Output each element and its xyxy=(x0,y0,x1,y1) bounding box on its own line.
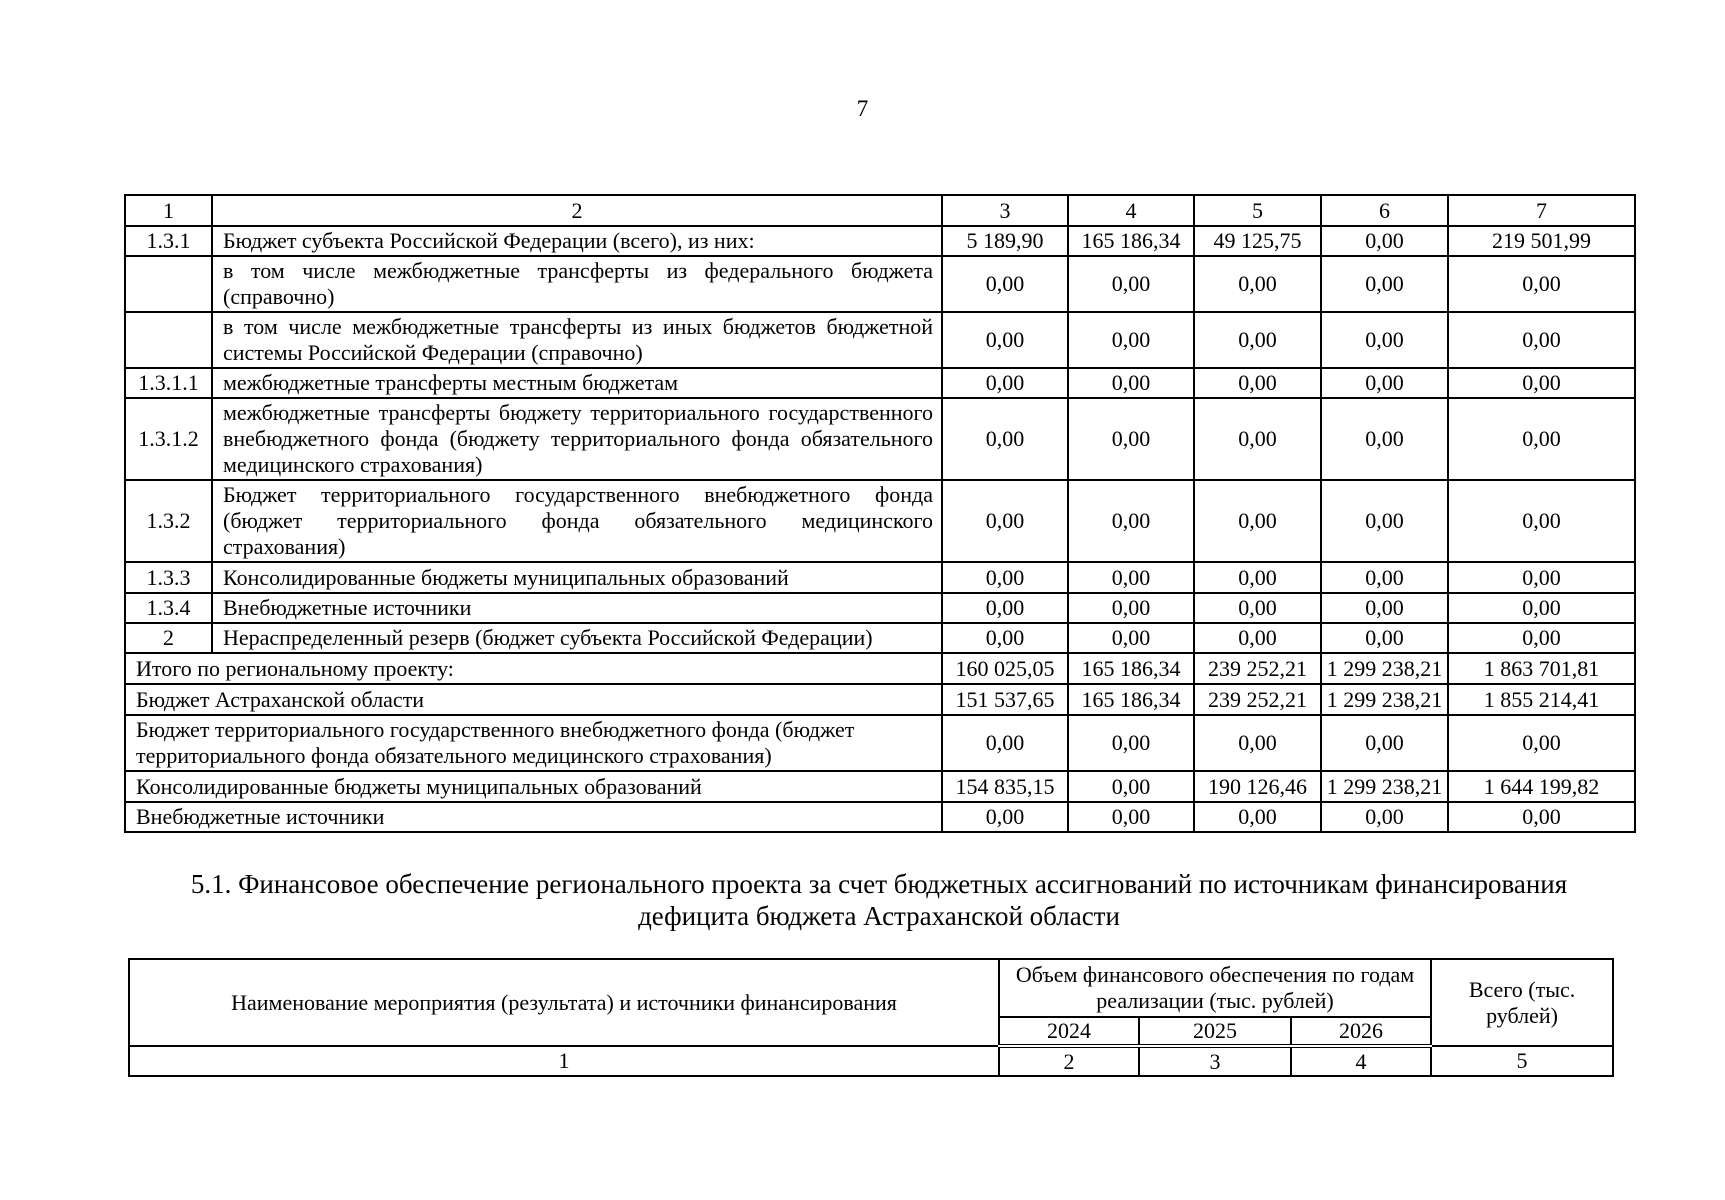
row-name: Консолидированные бюджеты муниципальных образований xyxy=(212,562,942,593)
value-cell: 0,00 xyxy=(942,562,1068,593)
value-cell: 0,00 xyxy=(1194,256,1321,312)
value-cell: 0,00 xyxy=(1448,623,1635,653)
column-number: 3 xyxy=(942,195,1068,226)
value-cell: 165 186,34 xyxy=(1068,653,1194,684)
column-number: 4 xyxy=(1068,195,1194,226)
value-cell: 1 863 701,81 xyxy=(1448,653,1635,684)
row-name: Бюджет субъекта Российской Федерации (всего), из них: xyxy=(212,226,942,256)
value-cell: 0,00 xyxy=(1321,398,1448,480)
value-cell: 0,00 xyxy=(1068,480,1194,562)
value-cell: 0,00 xyxy=(942,480,1068,562)
column-number: 1 xyxy=(125,195,212,226)
column-number: 6 xyxy=(1321,195,1448,226)
value-cell: 0,00 xyxy=(1068,312,1194,368)
table-row xyxy=(125,593,1635,623)
value-cell: 0,00 xyxy=(942,312,1068,368)
value-cell: 239 252,21 xyxy=(1194,653,1321,684)
summary-name: Внебюджетные источники xyxy=(125,802,942,832)
budget-table xyxy=(124,194,1636,833)
name-header: Наименование мероприятия (результата) и источники финансирования xyxy=(129,959,999,1046)
summary-row xyxy=(125,653,1635,684)
row-code: 2 xyxy=(125,623,212,653)
value-cell: 219 501,99 xyxy=(1448,226,1635,256)
column-number: 5 xyxy=(1194,195,1321,226)
value-cell: 0,00 xyxy=(1321,226,1448,256)
summary-name: Консолидированные бюджеты муниципальных образований xyxy=(125,771,942,802)
column-number: 7 xyxy=(1448,195,1635,226)
value-cell: 0,00 xyxy=(1448,312,1635,368)
finance-table xyxy=(128,958,1614,1077)
column-number: 2 xyxy=(212,195,942,226)
year-header: 2025 xyxy=(1139,1017,1291,1046)
value-cell: 0,00 xyxy=(1321,623,1448,653)
finance-header-row xyxy=(129,959,1613,1017)
value-cell: 0,00 xyxy=(1321,593,1448,623)
value-cell: 49 125,75 xyxy=(1194,226,1321,256)
summary-name: Бюджет Астраханской области xyxy=(125,684,942,715)
table-row xyxy=(125,480,1635,562)
value-cell: 0,00 xyxy=(1194,480,1321,562)
value-cell: 0,00 xyxy=(1068,398,1194,480)
year-header: 2024 xyxy=(999,1017,1139,1046)
volume-header: Объем финансового обеспечения по годам реализации (тыс. рублей) xyxy=(999,959,1431,1017)
page-number: 7 xyxy=(856,96,869,121)
value-cell: 0,00 xyxy=(942,398,1068,480)
row-name: Бюджет территориального государственного внебюджетного фонда (бюджет территориального фонда обязательного медицинского страхования) xyxy=(212,480,942,562)
value-cell: 154 835,15 xyxy=(942,771,1068,802)
value-cell: 0,00 xyxy=(1321,368,1448,398)
value-cell: 0,00 xyxy=(1448,593,1635,623)
total-header: Всего (тыс. рублей) xyxy=(1431,959,1613,1046)
value-cell: 1 299 238,21 xyxy=(1321,771,1448,802)
column-number: 3 xyxy=(1139,1046,1291,1076)
value-cell: 0,00 xyxy=(1194,562,1321,593)
value-cell: 0,00 xyxy=(1448,715,1635,771)
value-cell: 1 855 214,41 xyxy=(1448,684,1635,715)
value-cell: 0,00 xyxy=(1321,562,1448,593)
value-cell: 0,00 xyxy=(1068,562,1194,593)
value-cell: 0,00 xyxy=(942,623,1068,653)
table-row xyxy=(125,256,1635,312)
value-cell: 151 537,65 xyxy=(942,684,1068,715)
value-cell: 0,00 xyxy=(942,256,1068,312)
value-cell: 0,00 xyxy=(942,802,1068,832)
summary-row xyxy=(125,715,1635,771)
row-code xyxy=(125,256,212,312)
section-title xyxy=(124,868,1634,932)
value-cell: 239 252,21 xyxy=(1194,684,1321,715)
table-row xyxy=(125,312,1635,368)
section-title-line: дефицита бюджета Астраханской области xyxy=(638,901,1120,931)
value-cell: 0,00 xyxy=(1321,256,1448,312)
value-cell: 0,00 xyxy=(942,368,1068,398)
row-code: 1.3.1 xyxy=(125,226,212,256)
value-cell: 0,00 xyxy=(1321,312,1448,368)
value-cell: 0,00 xyxy=(1321,715,1448,771)
value-cell: 0,00 xyxy=(1068,256,1194,312)
row-code: 1.3.2 xyxy=(125,480,212,562)
value-cell: 0,00 xyxy=(1194,312,1321,368)
summary-row xyxy=(125,802,1635,832)
value-cell: 190 126,46 xyxy=(1194,771,1321,802)
table-row xyxy=(125,368,1635,398)
value-cell: 0,00 xyxy=(1068,771,1194,802)
row-code xyxy=(125,312,212,368)
column-number: 1 xyxy=(129,1046,999,1076)
table-row xyxy=(125,562,1635,593)
value-cell: 165 186,34 xyxy=(1068,684,1194,715)
value-cell: 165 186,34 xyxy=(1068,226,1194,256)
table-row xyxy=(125,398,1635,480)
summary-name: Бюджет территориального государственного внебюджетного фонда (бюджет территориального фонда обязательного медицинского страхования) xyxy=(125,715,942,771)
value-cell: 0,00 xyxy=(1194,368,1321,398)
value-cell: 0,00 xyxy=(942,593,1068,623)
value-cell: 0,00 xyxy=(1194,398,1321,480)
summary-row xyxy=(125,771,1635,802)
row-name: в том числе межбюджетные трансферты из федерального бюджета (справочно) xyxy=(212,256,942,312)
value-cell: 0,00 xyxy=(1448,562,1635,593)
row-name: Нераспределенный резерв (бюджет субъекта Российской Федерации) xyxy=(212,623,942,653)
row-code: 1.3.4 xyxy=(125,593,212,623)
row-name: межбюджетные трансферты местным бюджетам xyxy=(212,368,942,398)
value-cell: 0,00 xyxy=(1448,368,1635,398)
value-cell: 0,00 xyxy=(1194,593,1321,623)
value-cell: 0,00 xyxy=(1068,715,1194,771)
row-code: 1.3.1.2 xyxy=(125,398,212,480)
year-header: 2026 xyxy=(1291,1017,1431,1046)
column-number: 2 xyxy=(999,1046,1139,1076)
value-cell: 0,00 xyxy=(1448,480,1635,562)
section-title-line: 5.1. Финансовое обеспечение регионального проекта за счет бюджетных ассигнований по источникам финансирования xyxy=(190,869,1568,899)
value-cell: 0,00 xyxy=(1194,715,1321,771)
column-number-row xyxy=(125,195,1635,226)
value-cell: 0,00 xyxy=(1068,593,1194,623)
value-cell: 0,00 xyxy=(1068,802,1194,832)
table-row xyxy=(125,623,1635,653)
value-cell: 0,00 xyxy=(1448,802,1635,832)
value-cell: 0,00 xyxy=(942,715,1068,771)
column-number: 5 xyxy=(1431,1046,1613,1076)
value-cell: 0,00 xyxy=(1194,623,1321,653)
row-code: 1.3.3 xyxy=(125,562,212,593)
summary-row xyxy=(125,684,1635,715)
value-cell: 0,00 xyxy=(1321,802,1448,832)
value-cell: 0,00 xyxy=(1448,256,1635,312)
summary-name: Итого по региональному проекту: xyxy=(125,653,942,684)
row-code: 1.3.1.1 xyxy=(125,368,212,398)
column-number: 4 xyxy=(1291,1046,1431,1076)
value-cell: 1 644 199,82 xyxy=(1448,771,1635,802)
value-cell: 1 299 238,21 xyxy=(1321,653,1448,684)
row-name: межбюджетные трансферты бюджету территориального государственного внебюджетного фонда (бюджету территориального фонда обязательного медицинского страхования) xyxy=(212,398,942,480)
value-cell: 5 189,90 xyxy=(942,226,1068,256)
value-cell: 160 025,05 xyxy=(942,653,1068,684)
value-cell: 0,00 xyxy=(1068,368,1194,398)
value-cell: 0,00 xyxy=(1194,802,1321,832)
table-row xyxy=(125,226,1635,256)
row-name: Внебюджетные источники xyxy=(212,593,942,623)
value-cell: 1 299 238,21 xyxy=(1321,684,1448,715)
value-cell: 0,00 xyxy=(1321,480,1448,562)
row-name: в том числе межбюджетные трансферты из иных бюджетов бюджетной системы Российской Федерации (справочно) xyxy=(212,312,942,368)
value-cell: 0,00 xyxy=(1448,398,1635,480)
value-cell: 0,00 xyxy=(1068,623,1194,653)
finance-column-number-row xyxy=(129,1046,1613,1076)
